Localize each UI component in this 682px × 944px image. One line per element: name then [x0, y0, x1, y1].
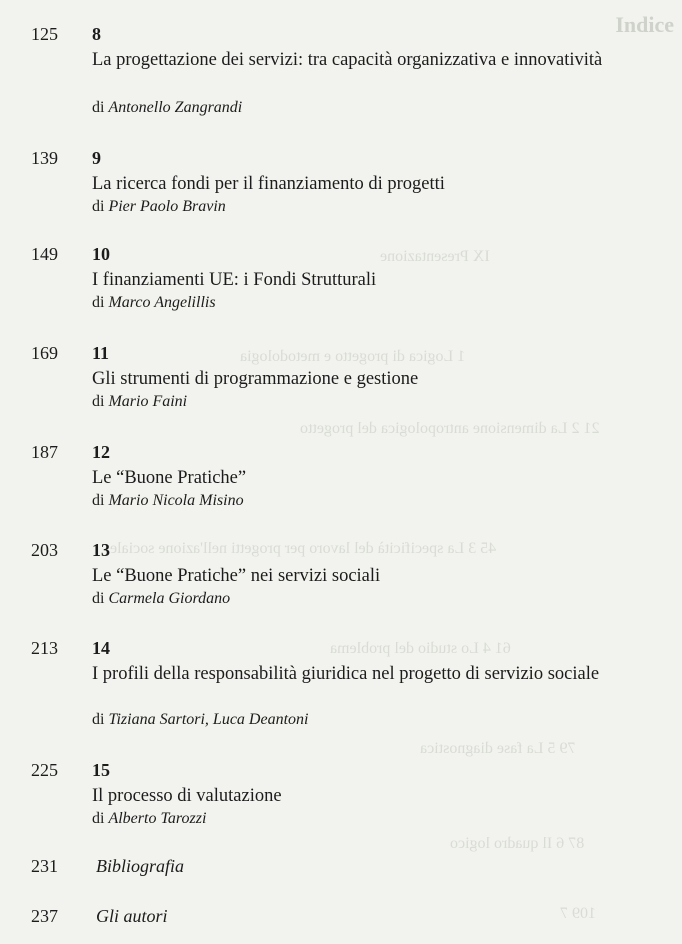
page-number: 169 — [31, 343, 58, 363]
author-name: Tiziana Sartori, Luca Deantoni — [108, 711, 309, 728]
author-name: Marco Angelillis — [108, 294, 216, 311]
chapter-number: 9 — [92, 148, 101, 168]
chapter-author — [92, 99, 242, 117]
toc-backmatter-entry[interactable] — [0, 906, 682, 932]
ghost-line: IX Presentazione — [380, 248, 490, 265]
author-prefix: di — [92, 198, 105, 215]
chapter-title: La ricerca fondi per il finanziamento di progetti — [92, 174, 445, 194]
page-number: 237 — [31, 906, 58, 926]
chapter-author — [92, 393, 187, 411]
ghost-line: 1 Logica di progetto e metodologia — [240, 348, 466, 365]
chapter-title: I profili della responsabilità giuridica nel progetto di servizio sociale — [92, 664, 600, 684]
author-prefix: di — [92, 99, 105, 116]
toc-entry[interactable] — [0, 442, 682, 512]
ghost-line: 109 7 — [560, 905, 596, 922]
author-prefix: di — [92, 590, 105, 607]
chapter-author — [92, 810, 206, 828]
author-name: Carmela Giordano — [108, 590, 231, 607]
author-prefix: di — [92, 393, 105, 410]
author-prefix: di — [92, 810, 105, 827]
toc-entry[interactable] — [0, 343, 682, 413]
author-name: Antonello Zangrandi — [108, 99, 243, 116]
chapter-number: 14 — [92, 638, 110, 658]
backmatter-title: Bibliografia — [96, 856, 185, 876]
ghost-line: 21 2 La dimensione antropologica del progetto — [300, 420, 600, 437]
chapter-author — [92, 294, 216, 312]
ghost-heading: Indice — [615, 12, 674, 37]
page-number: 139 — [31, 148, 58, 168]
chapter-title: La progettazione dei servizi: tra capacità organizzativa e innovatività — [92, 50, 603, 70]
page-number: 125 — [31, 24, 58, 44]
ghost-line: 79 5 La fase diagnostica — [420, 740, 576, 757]
page-number: 213 — [31, 638, 58, 658]
toc-entry[interactable] — [0, 638, 682, 738]
toc-entry[interactable] — [0, 540, 682, 610]
chapter-number: 13 — [92, 540, 110, 560]
toc-entry[interactable] — [0, 24, 682, 124]
chapter-number: 10 — [92, 244, 110, 264]
page-number: 187 — [31, 442, 58, 462]
page-number: 231 — [31, 856, 58, 876]
toc-backmatter-entry[interactable] — [0, 856, 682, 882]
author-prefix: di — [92, 492, 105, 509]
toc-entry[interactable] — [0, 148, 682, 218]
ghost-line: 61 4 Lo studio del problema — [330, 640, 511, 657]
backmatter-title: Gli autori — [96, 906, 168, 926]
chapter-number: 15 — [92, 760, 110, 780]
chapter-author — [92, 492, 244, 510]
page-number: 149 — [31, 244, 58, 264]
author-name: Mario Faini — [108, 393, 188, 410]
chapter-author — [92, 198, 226, 216]
ghost-line: 45 3 La specificità del lavoro per progetti nell'azione sociale — [110, 540, 497, 557]
author-name: Pier Paolo Bravin — [108, 198, 226, 215]
ghost-line: 87 6 Il quadro logico — [450, 835, 585, 852]
chapter-title: Le “Buone Pratiche” — [92, 468, 247, 488]
chapter-title: Il processo di valutazione — [92, 786, 282, 806]
author-name: Alberto Tarozzi — [108, 810, 207, 827]
chapter-number: 8 — [92, 24, 101, 44]
toc-entry[interactable] — [0, 244, 682, 314]
chapter-title: I finanziamenti UE: i Fondi Strutturali — [92, 270, 377, 290]
toc-entry[interactable] — [0, 760, 682, 830]
author-name: Mario Nicola Misino — [108, 492, 244, 509]
chapter-author — [92, 590, 230, 608]
chapter-title: Gli strumenti di programmazione e gestione — [92, 369, 419, 389]
chapter-number: 11 — [92, 343, 110, 363]
author-prefix: di — [92, 294, 105, 311]
chapter-number: 12 — [92, 442, 110, 462]
page-number: 203 — [31, 540, 58, 560]
page-number: 225 — [31, 760, 58, 780]
chapter-author — [92, 711, 308, 729]
author-prefix: di — [92, 711, 105, 728]
chapter-title: Le “Buone Pratiche” nei servizi sociali — [92, 566, 381, 586]
